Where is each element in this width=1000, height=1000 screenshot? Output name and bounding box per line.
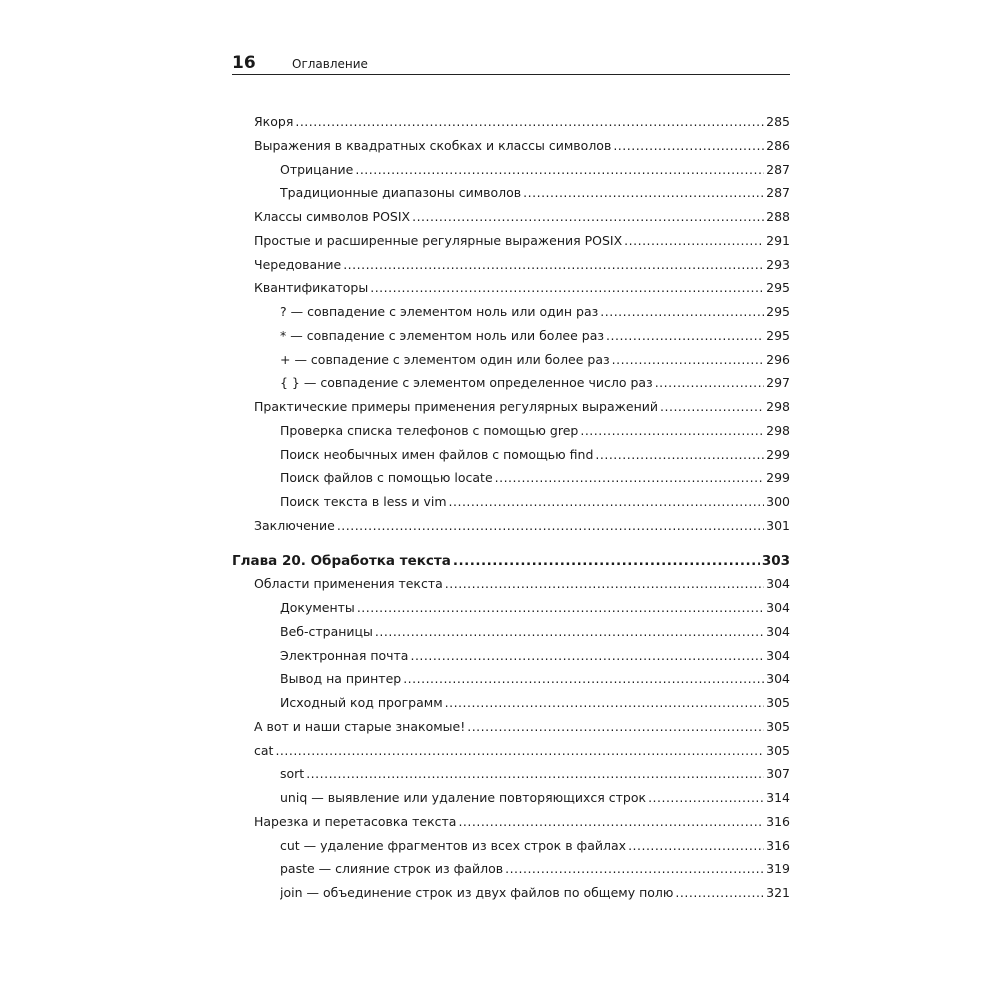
toc-entry-title: ? — совпадение с элементом ноль или один раз (280, 304, 599, 319)
toc-entry-page: 304 (766, 623, 790, 639)
toc-entry-page: 299 (766, 446, 790, 462)
running-title: Оглавление (292, 57, 368, 71)
toc-entry-page: 316 (766, 813, 790, 829)
toc-entry-page: 295 (766, 327, 790, 343)
toc-entry-title: * — совпадение с элементом ноль или более раз (280, 327, 605, 343)
toc-entry-page: 286 (766, 137, 790, 153)
toc-entry[interactable] (280, 419, 790, 443)
dot-leader (612, 348, 764, 372)
toc-entry-title: Нарезка и перетасовка текста (254, 813, 457, 829)
toc-entry-page: 304 (766, 576, 790, 592)
toc-entry-title: Поиск необычных имен файлов с помощью find (280, 446, 594, 462)
toc-entry-page: 304 (766, 647, 790, 663)
toc-entry-title: Отрицание (280, 161, 354, 177)
toc-entry-page: 300 (766, 494, 790, 509)
dot-leader (458, 810, 764, 834)
dot-leader (295, 110, 764, 134)
dot-leader (613, 134, 764, 158)
dot-leader (357, 596, 764, 620)
toc-entry[interactable] (254, 276, 790, 300)
toc-entry-title: + — совпадение с элементом один или более раз (280, 351, 610, 367)
toc-entry-title: paste — слияние строк из файлов (280, 861, 504, 877)
toc-entry-page: 296 (766, 351, 790, 367)
toc-entry-title: Веб-страницы (280, 623, 373, 639)
toc-entry-page: 293 (766, 256, 790, 272)
toc-entry-page: 307 (766, 766, 790, 782)
toc-entry[interactable] (254, 253, 790, 277)
toc-entry-title: Чередование (254, 256, 342, 272)
toc-entry[interactable] (254, 810, 790, 834)
toc-entry[interactable] (280, 857, 790, 881)
toc-entry-page: 295 (766, 280, 790, 296)
toc-entry-title: Практические примеры применения регулярных выражений (254, 399, 659, 414)
toc-entry-page: 303 (761, 552, 790, 569)
page-number: 16 (232, 53, 256, 73)
toc-chapter[interactable] (232, 549, 790, 573)
dot-leader (660, 395, 764, 419)
toc-entry[interactable] (280, 596, 790, 620)
toc-entry[interactable] (280, 443, 790, 467)
toc-entry[interactable] (280, 490, 790, 514)
dot-leader (595, 443, 764, 467)
toc-entry-page: 304 (766, 671, 790, 687)
toc-entry-page: 291 (766, 232, 790, 248)
toc-entry-page: 304 (766, 600, 790, 615)
toc-entry-page: 316 (766, 837, 790, 853)
toc-entry[interactable] (280, 466, 790, 490)
toc-entry-title: cut — удаление фрагментов из всех строк в файлах (280, 837, 627, 853)
dot-leader (343, 253, 764, 277)
dot-leader (655, 371, 764, 395)
toc-entry[interactable] (280, 348, 790, 372)
dot-leader (628, 834, 764, 858)
toc-entry-page: 287 (766, 161, 790, 177)
toc-entry-page: 321 (766, 885, 790, 900)
toc-entry-title: sort (280, 766, 305, 782)
book-page (232, 0, 790, 1000)
dot-leader (275, 739, 764, 763)
toc-entry-title: cat (254, 742, 274, 758)
toc-entry-page: 287 (766, 185, 790, 201)
toc-entry[interactable] (280, 324, 790, 348)
toc-entry[interactable] (254, 715, 790, 739)
dot-leader (375, 620, 764, 644)
toc-entry-title: uniq — выявление или удаление повторяющихся строк (280, 790, 647, 805)
toc-entry-title: Поиск файлов с помощью locate (280, 470, 493, 486)
dot-leader (606, 324, 764, 348)
toc-entry-title: А вот и наши старые знакомые! (254, 718, 466, 734)
toc-entry-title: Классы символов POSIX (254, 209, 411, 224)
dot-leader (453, 549, 760, 573)
toc-entry-page: 301 (766, 517, 790, 533)
toc-entry-title: Якоря (254, 114, 294, 129)
toc-entry[interactable] (280, 644, 790, 668)
toc-entry-page: 319 (766, 861, 790, 877)
toc-entry[interactable] (254, 229, 790, 253)
toc-entry[interactable] (254, 514, 790, 538)
toc-entry-page: 305 (766, 718, 790, 734)
toc-entry-page: 305 (766, 742, 790, 758)
dot-leader (306, 762, 764, 786)
toc-entry-title: Поиск текста в less и vim (280, 494, 447, 509)
toc-entry[interactable] (280, 881, 790, 905)
toc-entry[interactable] (254, 739, 790, 763)
toc-entry[interactable] (254, 395, 790, 419)
toc-entry[interactable] (254, 205, 790, 229)
toc-entry-page: 298 (766, 422, 790, 438)
toc-entry-title: Электронная почта (280, 647, 409, 663)
toc-entry-title: Заключение (254, 517, 335, 533)
toc-entry[interactable] (254, 134, 790, 158)
toc-entry[interactable] (280, 181, 790, 205)
toc-entry-title: Области применения текста (254, 576, 443, 592)
dot-leader (412, 205, 764, 229)
dot-leader (675, 881, 764, 905)
toc-entry-title: Проверка списка телефонов с помощью grep (280, 422, 579, 438)
toc-entry[interactable] (254, 110, 790, 134)
toc-entry-title: join — объединение строк из двух файлов по общему полю (280, 885, 674, 900)
toc-entry-page: 298 (766, 399, 790, 414)
dot-leader (403, 667, 764, 691)
toc-entry-title: Исходный код программ (280, 695, 443, 710)
toc-entry-title: Вывод на принтер (280, 671, 402, 687)
toc-entry-title: Выражения в квадратных скобках и классы символов (254, 137, 612, 153)
dot-leader (505, 857, 764, 881)
toc-entry-page: 285 (766, 114, 790, 129)
dot-leader (410, 644, 764, 668)
dot-leader (580, 419, 764, 443)
toc-entry-title: Простые и расширенные регулярные выражения POSIX (254, 232, 623, 248)
page-header (232, 52, 790, 75)
toc-entry[interactable] (254, 572, 790, 596)
toc-entry-page: 305 (766, 695, 790, 710)
toc-entry[interactable] (280, 620, 790, 644)
toc-entry[interactable] (280, 786, 790, 810)
toc-entry-page: 314 (766, 790, 790, 805)
dot-leader (370, 276, 764, 300)
dot-leader (337, 514, 764, 538)
toc-entry-title: { } — совпадение с элементом определенное число раз (280, 375, 653, 391)
dot-leader (355, 158, 764, 182)
toc-entry[interactable] (280, 691, 790, 715)
toc-entry-title: Квантификаторы (254, 280, 369, 296)
toc-entry[interactable] (280, 300, 790, 324)
toc-entry[interactable] (280, 762, 790, 786)
toc-entry-title: Традиционные диапазоны символов (280, 185, 522, 201)
dot-leader (600, 300, 764, 324)
toc-entry-page: 288 (766, 209, 790, 224)
toc-entry[interactable] (280, 371, 790, 395)
toc-entry[interactable] (280, 667, 790, 691)
toc-entry-page: 297 (766, 375, 790, 391)
toc-entry[interactable] (280, 834, 790, 858)
toc-entry-page: 295 (766, 304, 790, 319)
dot-leader (449, 490, 765, 514)
dot-leader (467, 715, 764, 739)
dot-leader (495, 466, 765, 490)
dot-leader (624, 229, 764, 253)
toc-entry-page: 299 (766, 470, 790, 486)
dot-leader (523, 181, 764, 205)
toc-entry[interactable] (280, 158, 790, 182)
toc-entry-title: Глава 20. Обработка текста (232, 552, 451, 569)
toc-entry-title: Документы (280, 600, 355, 615)
dot-leader (648, 786, 764, 810)
dot-leader (445, 691, 765, 715)
dot-leader (445, 572, 764, 596)
